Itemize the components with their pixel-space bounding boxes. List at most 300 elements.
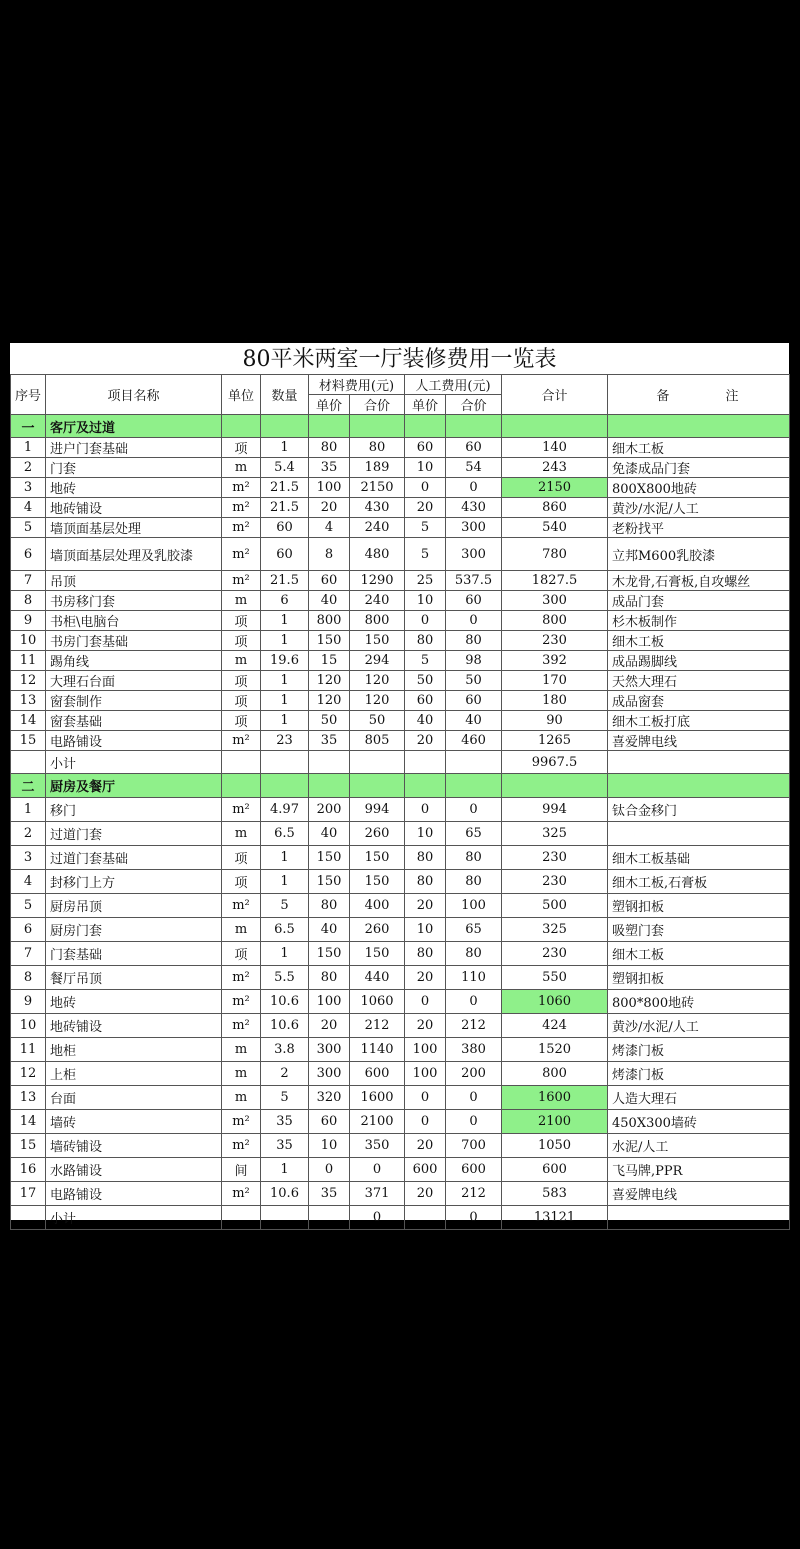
cell-item-name: 厨房吊顶 (46, 894, 222, 918)
table-row (11, 798, 790, 822)
header-material-unit-price: 单价 (309, 395, 350, 415)
empty-cell (222, 415, 261, 438)
cell-material-unit-price: 800 (309, 611, 350, 631)
cell-total: 2100 (502, 1110, 608, 1134)
cell-unit: m² (222, 990, 261, 1014)
table-row (11, 691, 790, 711)
cell-seq: 8 (11, 966, 46, 990)
table-row (11, 918, 790, 942)
table-row (11, 671, 790, 691)
cost-table (10, 374, 790, 1230)
cell-labor-unit-price: 0 (405, 611, 446, 631)
cell-remark: 成品踢脚线 (608, 651, 790, 671)
empty-cell (309, 751, 350, 774)
cell-qty: 35 (261, 1110, 309, 1134)
cell-labor-subtotal: 212 (446, 1182, 502, 1206)
cell-unit: 项 (222, 942, 261, 966)
empty-cell (405, 774, 446, 798)
cell-seq: 10 (11, 1014, 46, 1038)
cell-unit: m² (222, 518, 261, 538)
cell-item-name: 墙砖铺设 (46, 1134, 222, 1158)
table-row (11, 846, 790, 870)
cell-material-subtotal: 260 (350, 918, 405, 942)
cell-labor-unit-price: 100 (405, 1038, 446, 1062)
cell-material-subtotal: 350 (350, 1134, 405, 1158)
cell-seq: 3 (11, 478, 46, 498)
cell-unit: 项 (222, 846, 261, 870)
table-row (11, 1086, 790, 1110)
cell-material-unit-price: 20 (309, 1014, 350, 1038)
cell-item-name: 书柜\电脑台 (46, 611, 222, 631)
cell-unit: 项 (222, 691, 261, 711)
cell-qty: 23 (261, 731, 309, 751)
cell-remark: 细木工板 (608, 438, 790, 458)
section-number: 一 (11, 415, 46, 438)
section-row (11, 415, 790, 438)
cell-remark: 800X800地砖 (608, 478, 790, 498)
cell-labor-unit-price: 50 (405, 671, 446, 691)
cell-unit: m (222, 822, 261, 846)
cell-qty: 10.6 (261, 1182, 309, 1206)
cell-unit: m² (222, 498, 261, 518)
cell-total: 325 (502, 822, 608, 846)
table-row (11, 631, 790, 651)
cell-total: 90 (502, 711, 608, 731)
cell-material-subtotal: 994 (350, 798, 405, 822)
table-row (11, 870, 790, 894)
empty-cell (502, 415, 608, 438)
cell-material-subtotal: 480 (350, 538, 405, 571)
cell-item-name: 餐厅吊顶 (46, 966, 222, 990)
cell-item-name: 地砖铺设 (46, 1014, 222, 1038)
table-row (11, 1062, 790, 1086)
empty-cell (261, 751, 309, 774)
cell-qty: 21.5 (261, 571, 309, 591)
cell-material-subtotal: 1290 (350, 571, 405, 591)
empty-cell (446, 415, 502, 438)
subtotal-material (350, 751, 405, 774)
cell-labor-subtotal: 65 (446, 918, 502, 942)
cell-item-name: 墙顶面基层处理及乳胶漆 (46, 538, 222, 571)
cell-material-unit-price: 50 (309, 711, 350, 731)
cell-remark: 喜爱牌电线 (608, 1182, 790, 1206)
cell-item-name: 上柜 (46, 1062, 222, 1086)
cell-unit: 项 (222, 711, 261, 731)
cell-unit: m² (222, 571, 261, 591)
header-total: 合计 (502, 375, 608, 415)
cell-labor-subtotal: 40 (446, 711, 502, 731)
cell-labor-subtotal: 537.5 (446, 571, 502, 591)
cell-seq: 5 (11, 894, 46, 918)
cell-seq: 11 (11, 651, 46, 671)
cell-unit: m (222, 1062, 261, 1086)
cell-total: 994 (502, 798, 608, 822)
cell-total: 600 (502, 1158, 608, 1182)
cell-unit: m (222, 651, 261, 671)
cell-total: 1600 (502, 1086, 608, 1110)
table-row (11, 571, 790, 591)
cell-remark: 成品门套 (608, 591, 790, 611)
cell-qty: 6.5 (261, 918, 309, 942)
cell-material-subtotal: 1140 (350, 1038, 405, 1062)
cell-labor-subtotal: 80 (446, 631, 502, 651)
cell-labor-subtotal: 300 (446, 518, 502, 538)
cell-unit: m² (222, 478, 261, 498)
cell-labor-unit-price: 10 (405, 591, 446, 611)
cell-seq: 4 (11, 870, 46, 894)
cell-unit: m² (222, 1134, 261, 1158)
cell-labor-unit-price: 80 (405, 846, 446, 870)
empty-cell (608, 415, 790, 438)
cell-unit: m² (222, 1014, 261, 1038)
header-seq: 序号 (11, 375, 46, 415)
cell-remark: 钛合金移门 (608, 798, 790, 822)
cell-remark: 细木工板基础 (608, 846, 790, 870)
subtotal-labor (446, 751, 502, 774)
cell-labor-unit-price: 5 (405, 538, 446, 571)
cell-item-name: 地砖铺设 (46, 498, 222, 518)
cell-qty: 3.8 (261, 1038, 309, 1062)
cell-seq: 17 (11, 1182, 46, 1206)
cell-qty: 1 (261, 691, 309, 711)
cell-material-subtotal: 80 (350, 438, 405, 458)
cell-labor-unit-price: 5 (405, 518, 446, 538)
cell-labor-unit-price: 5 (405, 651, 446, 671)
empty-cell (11, 751, 46, 774)
cell-labor-unit-price: 0 (405, 990, 446, 1014)
cell-material-unit-price: 80 (309, 438, 350, 458)
cell-remark: 450X300墙砖 (608, 1110, 790, 1134)
cell-material-subtotal: 0 (350, 1158, 405, 1182)
cell-remark: 水泥/人工 (608, 1134, 790, 1158)
cell-total: 800 (502, 611, 608, 631)
subtotal-row (11, 751, 790, 774)
table-row (11, 731, 790, 751)
empty-cell (261, 415, 309, 438)
cell-labor-subtotal: 0 (446, 478, 502, 498)
table-row (11, 611, 790, 631)
cell-material-subtotal: 2150 (350, 478, 405, 498)
cell-remark: 烤漆门板 (608, 1062, 790, 1086)
cell-remark: 杉木板制作 (608, 611, 790, 631)
cell-total: 180 (502, 691, 608, 711)
cell-labor-unit-price: 0 (405, 1086, 446, 1110)
cell-material-unit-price: 40 (309, 918, 350, 942)
cell-labor-subtotal: 65 (446, 822, 502, 846)
subtotal-labor: 0 (446, 1206, 502, 1230)
cell-item-name: 墙顶面基层处理 (46, 518, 222, 538)
table-row (11, 498, 790, 518)
cell-labor-subtotal: 60 (446, 591, 502, 611)
cell-remark: 塑钢扣板 (608, 894, 790, 918)
cell-labor-unit-price: 80 (405, 631, 446, 651)
cell-labor-unit-price: 100 (405, 1062, 446, 1086)
table-row (11, 1014, 790, 1038)
cell-unit: m (222, 458, 261, 478)
cell-labor-subtotal: 212 (446, 1014, 502, 1038)
cell-total: 424 (502, 1014, 608, 1038)
cell-material-subtotal: 189 (350, 458, 405, 478)
cell-labor-unit-price: 0 (405, 1110, 446, 1134)
cell-seq: 4 (11, 498, 46, 518)
cell-item-name: 窗套基础 (46, 711, 222, 731)
cell-seq: 15 (11, 1134, 46, 1158)
cell-labor-subtotal: 600 (446, 1158, 502, 1182)
cell-labor-subtotal: 60 (446, 438, 502, 458)
cell-item-name: 窗套制作 (46, 691, 222, 711)
cell-seq: 1 (11, 438, 46, 458)
cell-material-unit-price: 150 (309, 846, 350, 870)
cell-qty: 5 (261, 894, 309, 918)
empty-cell (222, 1206, 261, 1230)
cell-remark: 立邦M600乳胶漆 (608, 538, 790, 571)
cell-qty: 35 (261, 1134, 309, 1158)
cell-total: 230 (502, 942, 608, 966)
empty-cell (608, 751, 790, 774)
cell-material-subtotal: 440 (350, 966, 405, 990)
cell-labor-unit-price: 60 (405, 438, 446, 458)
cell-total: 392 (502, 651, 608, 671)
cell-material-subtotal: 294 (350, 651, 405, 671)
cell-qty: 5 (261, 1086, 309, 1110)
table-row (11, 1182, 790, 1206)
cell-qty: 19.6 (261, 651, 309, 671)
cell-total: 780 (502, 538, 608, 571)
cell-item-name: 水路铺设 (46, 1158, 222, 1182)
cell-material-unit-price: 40 (309, 822, 350, 846)
cell-material-unit-price: 150 (309, 870, 350, 894)
cell-labor-subtotal: 80 (446, 942, 502, 966)
cell-qty: 60 (261, 538, 309, 571)
cell-labor-unit-price: 60 (405, 691, 446, 711)
cell-labor-unit-price: 10 (405, 458, 446, 478)
cell-seq: 3 (11, 846, 46, 870)
table-row (11, 966, 790, 990)
cell-seq: 13 (11, 1086, 46, 1110)
cell-material-unit-price: 120 (309, 671, 350, 691)
cell-unit: m² (222, 1182, 261, 1206)
cell-item-name: 地砖 (46, 478, 222, 498)
cell-material-unit-price: 80 (309, 894, 350, 918)
cell-labor-subtotal: 80 (446, 846, 502, 870)
cell-total: 2150 (502, 478, 608, 498)
empty-cell (446, 774, 502, 798)
cell-unit: m (222, 591, 261, 611)
cell-labor-unit-price: 20 (405, 498, 446, 518)
cell-material-unit-price: 80 (309, 966, 350, 990)
table-row (11, 538, 790, 571)
table-row (11, 591, 790, 611)
cell-seq: 14 (11, 711, 46, 731)
cell-material-subtotal: 150 (350, 942, 405, 966)
cell-qty: 60 (261, 518, 309, 538)
cell-seq: 12 (11, 1062, 46, 1086)
table-row (11, 1134, 790, 1158)
header-unit: 单位 (222, 375, 261, 415)
cell-material-subtotal: 400 (350, 894, 405, 918)
cell-qty: 4.97 (261, 798, 309, 822)
cell-qty: 1 (261, 846, 309, 870)
cell-unit: m² (222, 894, 261, 918)
cell-unit: m (222, 1038, 261, 1062)
cell-item-name: 地柜 (46, 1038, 222, 1062)
cell-qty: 10.6 (261, 990, 309, 1014)
cell-qty: 1 (261, 631, 309, 651)
cell-seq: 7 (11, 571, 46, 591)
cell-material-subtotal: 150 (350, 846, 405, 870)
header-remarks: 备 注 (608, 375, 790, 415)
cell-material-subtotal: 150 (350, 631, 405, 651)
empty-cell (309, 1206, 350, 1230)
cell-unit: 间 (222, 1158, 261, 1182)
cell-total: 583 (502, 1182, 608, 1206)
cell-material-unit-price: 40 (309, 591, 350, 611)
cell-item-name: 吊顶 (46, 571, 222, 591)
cell-material-unit-price: 60 (309, 1110, 350, 1134)
header-labor-cost: 人工费用(元) (405, 375, 502, 395)
table-row (11, 711, 790, 731)
empty-cell (502, 774, 608, 798)
header-labor-subtotal: 合价 (446, 395, 502, 415)
cell-material-subtotal: 805 (350, 731, 405, 751)
cell-material-subtotal: 150 (350, 870, 405, 894)
cost-sheet (10, 343, 789, 1227)
cell-seq: 16 (11, 1158, 46, 1182)
cell-material-subtotal: 800 (350, 611, 405, 631)
cell-material-unit-price: 10 (309, 1134, 350, 1158)
cell-item-name: 封移门上方 (46, 870, 222, 894)
sheet-title: 80平米两室一厅装修费用一览表 (10, 343, 789, 375)
cell-material-unit-price: 35 (309, 458, 350, 478)
cell-material-subtotal: 260 (350, 822, 405, 846)
cell-total: 230 (502, 631, 608, 651)
empty-cell (309, 774, 350, 798)
cell-remark: 细木工板,石膏板 (608, 870, 790, 894)
header-qty: 数量 (261, 375, 309, 415)
empty-cell (222, 774, 261, 798)
cell-seq: 5 (11, 518, 46, 538)
cell-remark: 免漆成品门套 (608, 458, 790, 478)
cell-labor-unit-price: 20 (405, 731, 446, 751)
table-row (11, 438, 790, 458)
cell-qty: 6.5 (261, 822, 309, 846)
cell-seq: 6 (11, 918, 46, 942)
cell-unit: m² (222, 966, 261, 990)
cell-labor-unit-price: 10 (405, 918, 446, 942)
cell-labor-unit-price: 20 (405, 1182, 446, 1206)
cell-qty: 1 (261, 611, 309, 631)
cell-item-name: 墙砖 (46, 1110, 222, 1134)
cell-labor-subtotal: 60 (446, 691, 502, 711)
cell-material-unit-price: 320 (309, 1086, 350, 1110)
cell-labor-unit-price: 40 (405, 711, 446, 731)
cell-seq: 9 (11, 611, 46, 631)
header-material-cost: 材料费用(元) (309, 375, 405, 395)
table-row (11, 1038, 790, 1062)
cell-qty: 1 (261, 711, 309, 731)
cell-qty: 2 (261, 1062, 309, 1086)
cell-labor-unit-price: 80 (405, 942, 446, 966)
cell-qty: 1 (261, 671, 309, 691)
cell-labor-subtotal: 430 (446, 498, 502, 518)
cell-material-unit-price: 35 (309, 1182, 350, 1206)
cell-seq: 10 (11, 631, 46, 651)
table-row (11, 990, 790, 1014)
cell-remark: 天然大理石 (608, 671, 790, 691)
cell-labor-subtotal: 460 (446, 731, 502, 751)
cell-material-unit-price: 300 (309, 1038, 350, 1062)
cell-item-name: 门套基础 (46, 942, 222, 966)
cell-unit: m² (222, 1110, 261, 1134)
cell-labor-subtotal: 50 (446, 671, 502, 691)
cell-labor-unit-price: 80 (405, 870, 446, 894)
cell-material-unit-price: 150 (309, 942, 350, 966)
cell-material-subtotal: 1060 (350, 990, 405, 1014)
cell-seq: 8 (11, 591, 46, 611)
cell-labor-unit-price: 20 (405, 1134, 446, 1158)
table-row (11, 1158, 790, 1182)
cell-qty: 1 (261, 870, 309, 894)
cell-unit: m (222, 918, 261, 942)
cell-material-subtotal: 1600 (350, 1086, 405, 1110)
table-row (11, 518, 790, 538)
cell-item-name: 过道门套 (46, 822, 222, 846)
table-row (11, 822, 790, 846)
cell-seq: 2 (11, 458, 46, 478)
cell-material-subtotal: 240 (350, 518, 405, 538)
cell-material-unit-price: 8 (309, 538, 350, 571)
cell-material-unit-price: 120 (309, 691, 350, 711)
cell-labor-unit-price: 20 (405, 1014, 446, 1038)
cell-total: 500 (502, 894, 608, 918)
subtotal-total: 9967.5 (502, 751, 608, 774)
empty-cell (11, 1206, 46, 1230)
table-row (11, 651, 790, 671)
cell-labor-subtotal: 0 (446, 611, 502, 631)
empty-cell (222, 751, 261, 774)
cell-remark: 烤漆门板 (608, 1038, 790, 1062)
empty-cell (405, 1206, 446, 1230)
cell-labor-subtotal: 300 (446, 538, 502, 571)
cell-remark: 成品窗套 (608, 691, 790, 711)
cell-item-name: 台面 (46, 1086, 222, 1110)
empty-cell (309, 415, 350, 438)
cell-labor-unit-price: 20 (405, 966, 446, 990)
cell-remark: 木龙骨,石膏板,自攻螺丝 (608, 571, 790, 591)
cell-material-subtotal: 371 (350, 1182, 405, 1206)
empty-cell (350, 415, 405, 438)
cell-seq: 2 (11, 822, 46, 846)
cell-labor-subtotal: 380 (446, 1038, 502, 1062)
cell-total: 230 (502, 870, 608, 894)
cell-total: 1060 (502, 990, 608, 1014)
cell-qty: 1 (261, 942, 309, 966)
cell-material-subtotal: 2100 (350, 1110, 405, 1134)
subtotal-row (11, 1206, 790, 1230)
cell-material-subtotal: 430 (350, 498, 405, 518)
empty-cell (405, 415, 446, 438)
cell-seq: 9 (11, 990, 46, 1014)
cell-total: 860 (502, 498, 608, 518)
table-row (11, 478, 790, 498)
cell-remark: 飞马牌,PPR (608, 1158, 790, 1182)
cell-remark: 吸塑门套 (608, 918, 790, 942)
cell-unit: 项 (222, 671, 261, 691)
cell-remark: 黄沙/水泥/人工 (608, 1014, 790, 1038)
cell-item-name: 电路铺设 (46, 731, 222, 751)
cell-labor-subtotal: 54 (446, 458, 502, 478)
cell-total: 140 (502, 438, 608, 458)
